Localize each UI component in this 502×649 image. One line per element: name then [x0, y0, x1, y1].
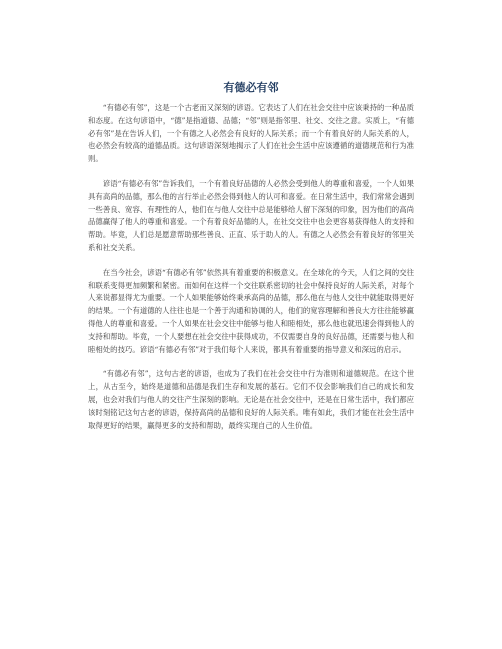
paragraph-4: “有德必有邻”，这句古老的谚语，也成为了我们在社会交往中行为准则和道德规范。在这个世上，从古至今，始终是道德和品德是我们生存和发展的基石。它们不仅会影响我们自己的成长和发展，也会对我们与他人的交往产生深刻的影响。无论是在社会交往中，还是在日常生活中，我们都应该时刻铭记这句古老的谚语，保持高尚的品德和良好的人际关系。唯有如此，我们才能在社会生活中取得更好的结果，赢得更多的支持和帮助，最终实现自己的人生价值。: [88, 369, 414, 430]
paragraph-1: “有德必有邻”，这是一个古老而又深刻的谚语。它表达了人们在社会交往中应该秉持的一种品质和态度。在这句谚语中，“德”是指道德、品德；“邻”则是指邻里、社交、交往之意。实质上，“有德必有邻”是在告诉人们，一个有德之人必然会有良好的人际关系；而一个有着良好的人际关系的人，也必然会有较高的道德品质。这句谚语深刻地揭示了人们在社会生活中应该遵循的道德规范和行为准则。: [88, 103, 414, 164]
paragraph-3: 在当今社会，谚语“有德必有邻”依然具有着重要的积极意义。在全球化的今天，人们之间的交往和联系变得更加频繁和紧密。而如何在这样一个交往联系密切的社会中保持良好的人际关系，对每个人来说都显得尤为重要。一个人如果能够始终秉承高尚的品德，那么他在与他人交往中就能取得更好的结果。一个有道德的人往往也是一个善于沟通和协调的人，他们的宽容理解和善良大方往往能够赢得他人的尊重和喜爱。一个人如果在社会交往中能够与他人和睦相处，那么他也就迅速会得到他人的支持和帮助。毕竟，一个人要想在社会交往中获得成功，不仅需要自身的良好品德，还需要与他人和睦相处的技巧。谚语“有德必有邻”对于我们每个人来说，都具有着重要的指导意义和深远的启示。: [88, 267, 414, 354]
paragraph-2: 谚语“有德必有邻”告诉我们，一个有着良好品德的人必然会受到他人的尊重和喜爱，一个人如果具有高尚的品德，那么他的言行举止必然会得到他人的认可和喜爱。在日常生活中，我们常常会遇到一些善良、宽容、有理性的人，他们在与他人交往中总是能够给人留下深刻的印象，因为他们的高尚品德赢得了他人的尊重和喜爱。一个有着良好品德的人，在社交交往中也会更容易获得他人的支持和帮助。毕竟，人们总是愿意帮助那些善良、正直、乐于助人的人。有德之人必然会有着良好的邻里关系和社交关系。: [88, 178, 414, 252]
document-body: [88, 102, 414, 444]
document-title: 有德必有邻: [223, 81, 279, 94]
